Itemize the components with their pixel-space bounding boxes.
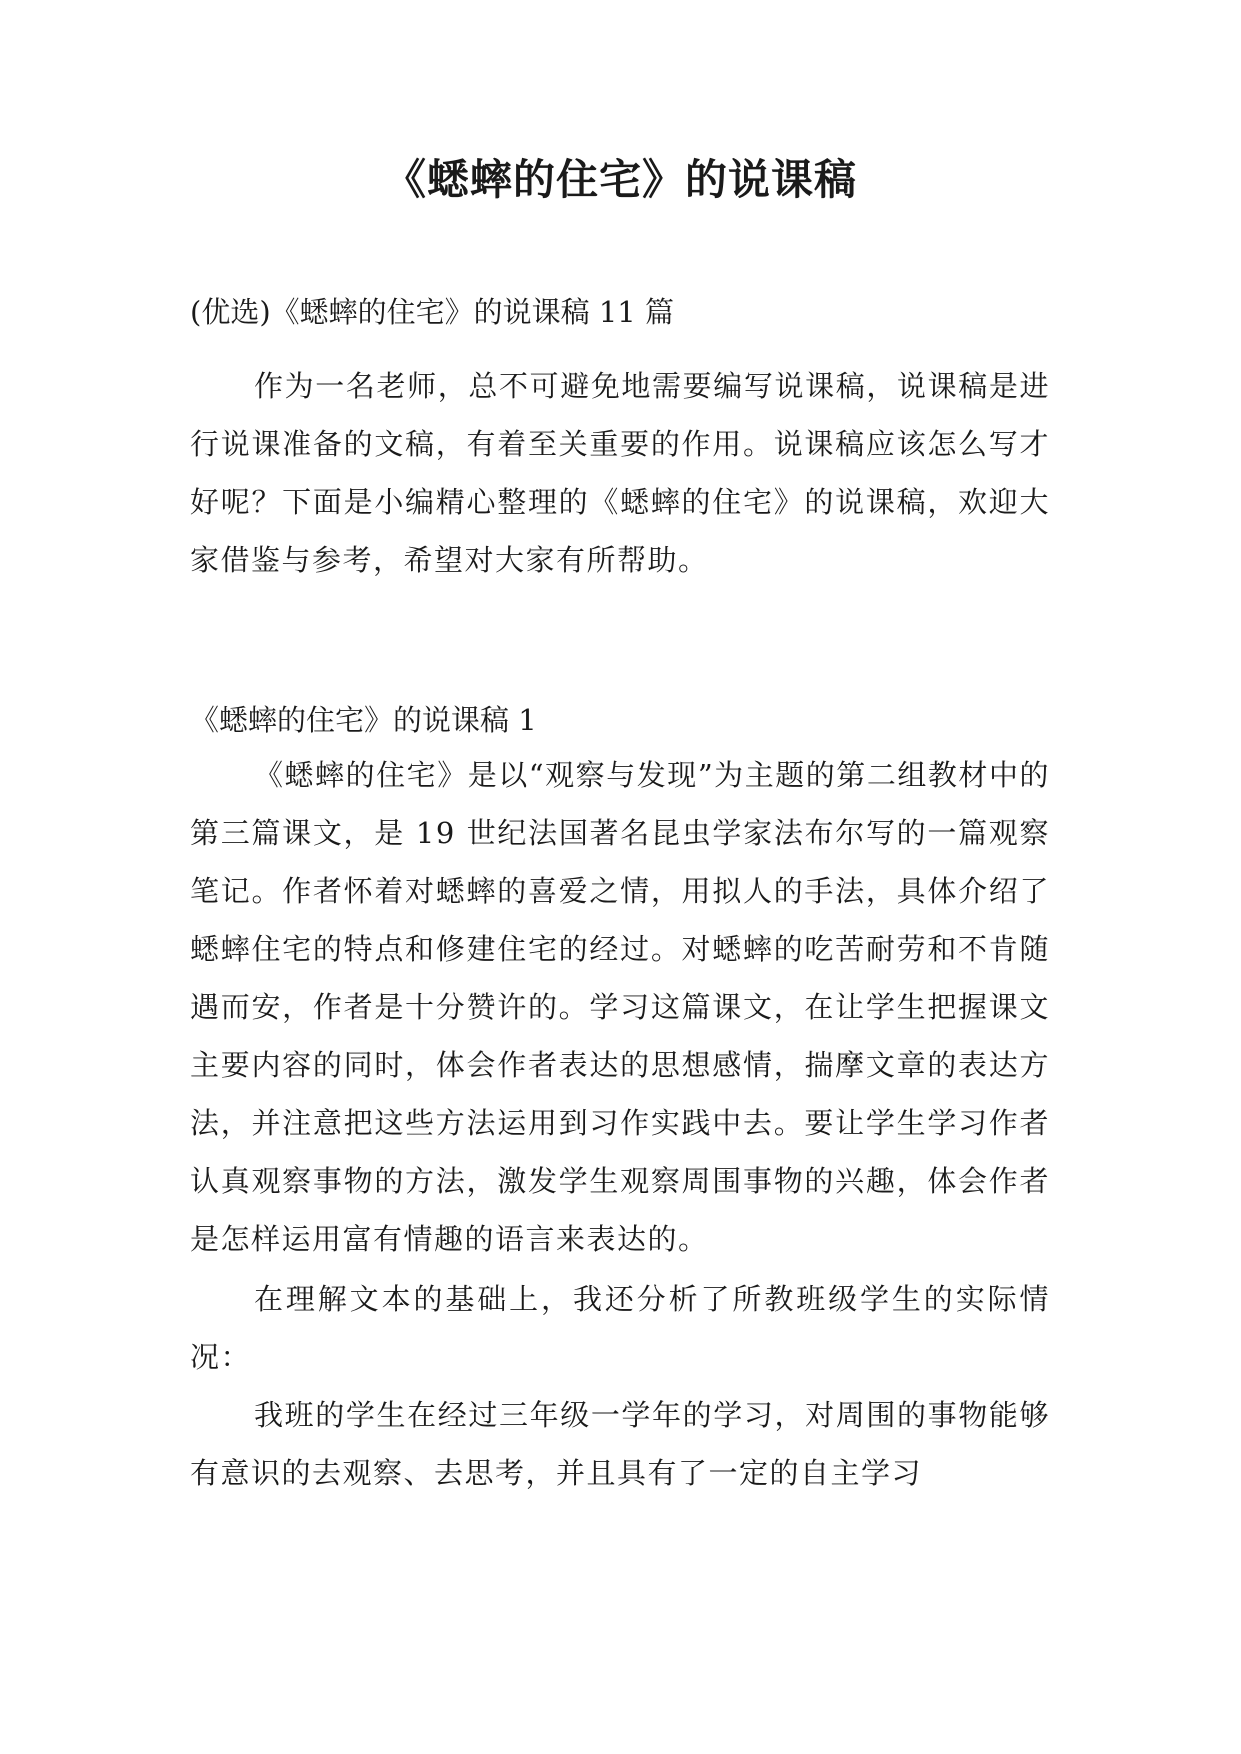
document-title: 《蟋蟀的住宅》的说课稿: [383, 155, 857, 204]
body-paragraph-1: 《蟋蟀的住宅》是以“观察与发现”为主题的第二组教材中的第三篇课文，是 19 世纪法国著名昆虫学家法布尔写的一篇观察笔记。作者怀着对蟋蟀的喜爱之情，用拟人的手法，具体介绍了蟋蟀住宅的特点和修建住宅的经过。对蟋蟀的吃苦耐劳和不肯随遇而安，作者是十分赞许的。学习这篇课文，在让学生把握课文主要内容的同时，体会作者表达的思想感情，揣摩文章的表达方法，并注意把这些方法运用到习作实践中去。要让学生学习作者认真观察事物的方法，激发学生观察周围事物的兴趣，体会作者是怎样运用富有情趣的语言来表达的。: [190, 758, 1050, 1256]
intro-paragraph: 作为一名老师，总不可避免地需要编写说课稿，说课稿是进行说课准备的文稿，有着至关重要的作用。说课稿应该怎么写才好呢？下面是小编精心整理的《蟋蟀的住宅》的说课稿，欢迎大家借鉴与参考，希望对大家有所帮助。: [190, 369, 1050, 577]
document-subtitle: (优选)《蟋蟀的住宅》的说课稿 11 篇: [190, 295, 674, 329]
body-paragraph-3: 我班的学生在经过三年级一学年的学习，对周围的事物能够有意识的去观察、去思考，并且具有了一定的自主学习: [190, 1398, 1050, 1490]
body-paragraph-2: 在理解文本的基础上，我还分析了所教班级学生的实际情况：: [190, 1282, 1050, 1374]
section-heading: 《蟋蟀的住宅》的说课稿 1: [190, 703, 537, 737]
